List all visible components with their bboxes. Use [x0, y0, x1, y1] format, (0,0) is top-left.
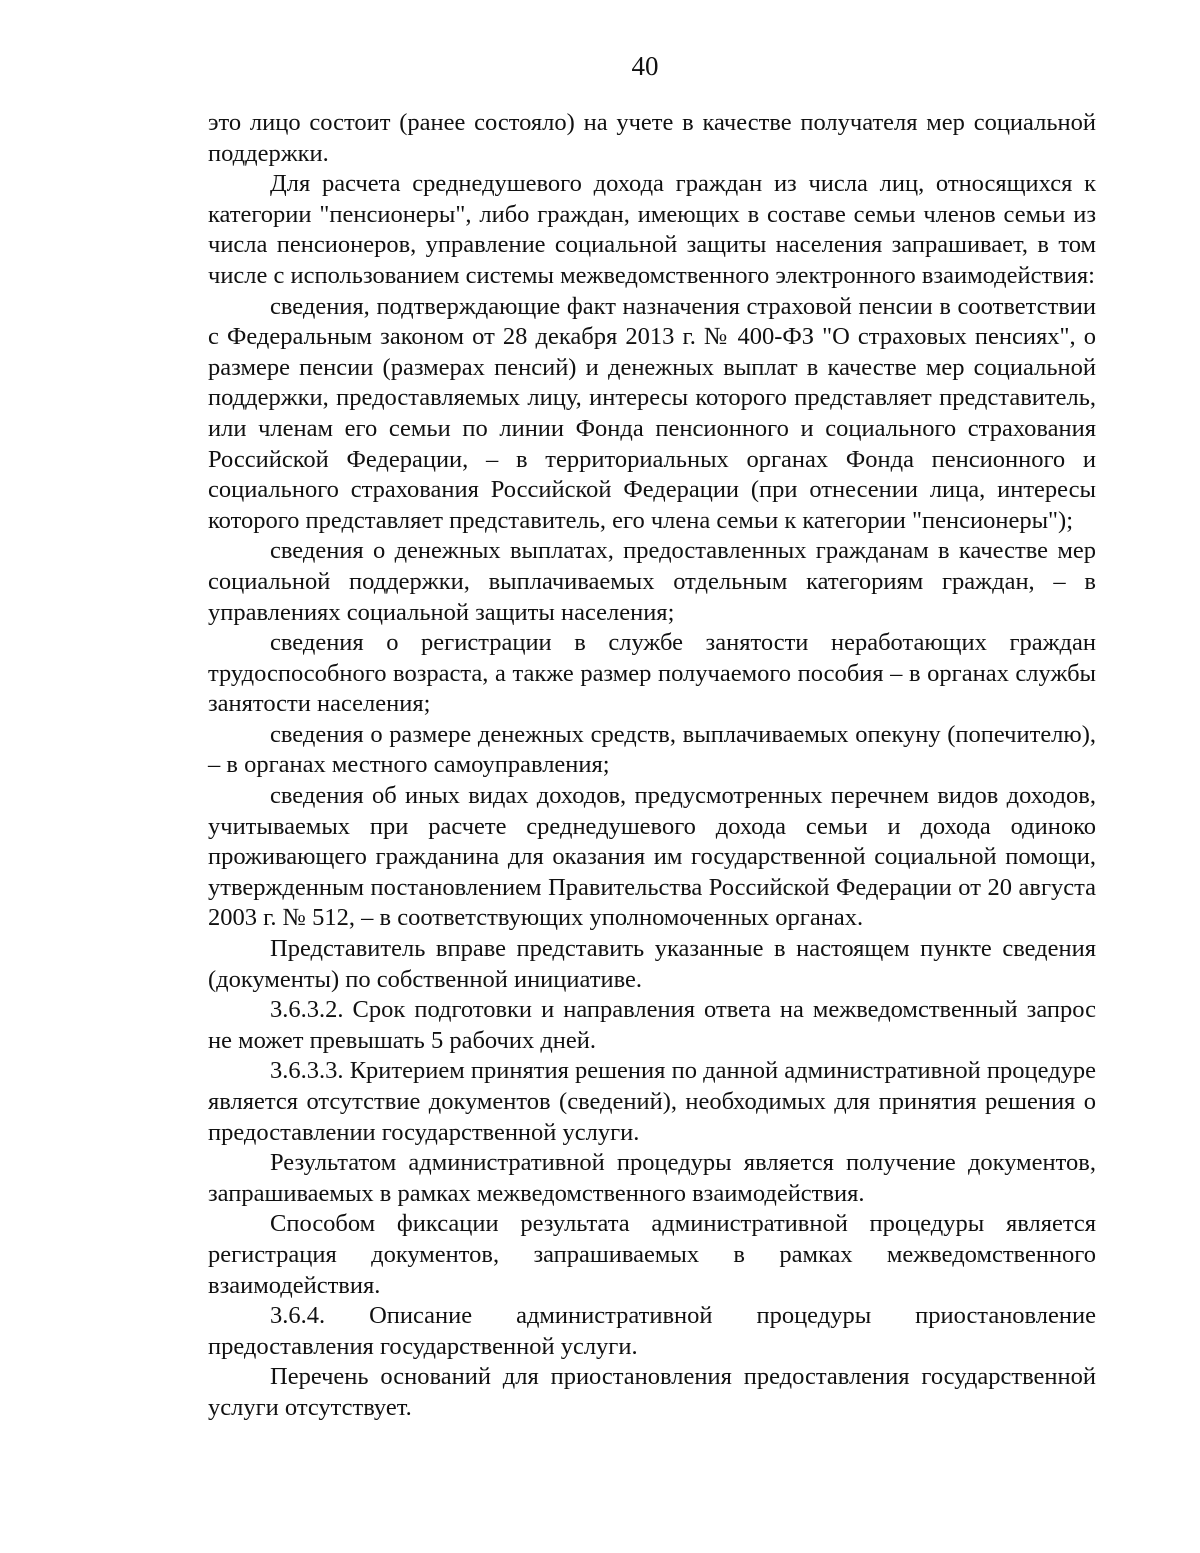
paragraph-pension-info: сведения, подтверждающие факт назначения страховой пенсии в соответствии с Федеральным законом от 28 декабря 2013 г. № 400-ФЗ "О страховых пенсиях", о размере пенсии (размерах пенсий) и денежных выплат в качестве мер социальной поддержки, предоставляемых лицу, интересы которого представляет представитель, или членам его семьи по линии Фонда пенсионного и социального страхования Российской Федерации, – в территориальных органах Фонда пенсионного и социального страхования Российской Федерации (при отнесении лица, интересы которого представляет представитель, его члена семьи к категории "пенсионеры");: [208, 292, 1096, 534]
paragraph-other-income: сведения об иных видах доходов, предусмотренных перечнем видов доходов, учитываемых при расчете среднедушевого дохода семьи и дохода одиноко проживающего гражданина для оказания им государственной социальной помощи, утвержденным постановлением Правительства Российской Федерации от 20 августа 2003 г. № 512, – в соответствующих уполномоченных органах.: [208, 782, 1096, 932]
paragraph-social-payments: сведения о денежных выплатах, предоставленных гражданам в качестве мер социальной поддержки, выплачиваемых отдельным категориям граждан, – в управлениях социальной защиты населения;: [208, 537, 1096, 626]
paragraph-representative-right: Представитель вправе представить указанные в настоящем пункте сведения (документы) по собственной инициативе.: [208, 935, 1096, 993]
paragraph-result-fixation: Способом фиксации результата административной процедуры является регистрация документов, запрашиваемых в рамках межведомственного взаимодействия.: [208, 1210, 1096, 1299]
paragraph-continuation: это лицо состоит (ранее состояло) на учете в качестве получателя мер социальной поддержки.: [208, 109, 1096, 167]
paragraph-section-3-6-3-3: 3.6.3.3. Критерием принятия решения по данной административной процедуре является отсутствие документов (сведений), необходимых для принятия решения о предоставлении государственной услуги.: [208, 1057, 1096, 1146]
page-number: 40: [631, 51, 659, 81]
paragraph-suspension-grounds: Перечень оснований для приостановления предоставления государственной услуги отсутствует.: [208, 1363, 1096, 1421]
paragraph-income-calculation: Для расчета среднедушевого дохода граждан из числа лиц, относящихся к категории "пенсионеры", либо граждан, имеющих в составе семьи членов семьи из числа пенсионеров, управление социальной защиты населения запрашивает, в том числе с использованием системы межведомственного электронного взаимодействия:: [208, 170, 1096, 289]
paragraph-guardian-payments: сведения о размере денежных средств, выплачиваемых опекуну (попечителю), – в органах местного самоуправления;: [208, 720, 1096, 779]
paragraph-section-3-6-4: 3.6.4. Описание административной процедуры приостановление предоставления государственной услуги.: [208, 1302, 1096, 1360]
document-body: [208, 108, 1096, 1424]
paragraph-section-3-6-3-2: 3.6.3.2. Срок подготовки и направления ответа на межведомственный запрос не может превышать 5 рабочих дней.: [208, 996, 1096, 1054]
paragraph-procedure-result: Результатом административной процедуры является получение документов, запрашиваемых в рамках межведомственного взаимодействия.: [208, 1149, 1096, 1207]
paragraph-employment-registration: сведения о регистрации в службе занятости неработающих граждан трудоспособного возраста, а также размер получаемого пособия – в органах службы занятости населения;: [208, 629, 1096, 718]
